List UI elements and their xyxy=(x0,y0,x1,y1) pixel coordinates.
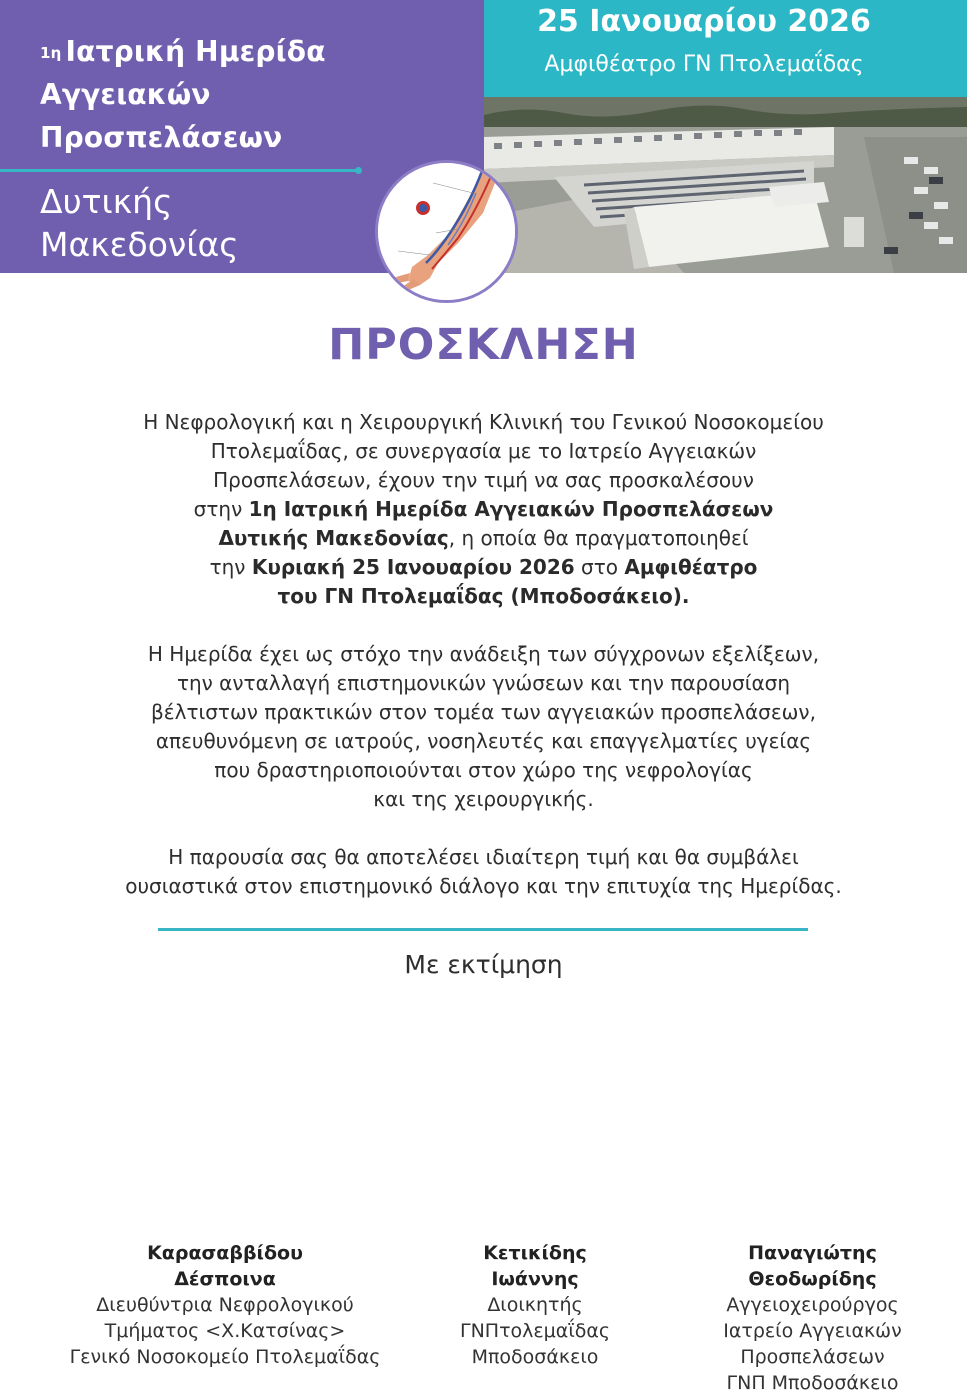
intro-line-6c: στο xyxy=(574,555,625,579)
region-line-2: Μακεδονίας xyxy=(40,225,239,264)
event-region xyxy=(40,180,340,266)
title-ordinal: 1η xyxy=(40,44,62,62)
signatory-3 xyxy=(680,1240,945,1395)
intro-paragraph xyxy=(60,408,907,611)
region-line-1: Δυτικής xyxy=(40,182,173,221)
region-bold: Δυτικής Μακεδονίας xyxy=(218,526,449,550)
signatory-3-role-2: Ιατρείο Αγγειακών xyxy=(723,1320,902,1342)
purpose-line-3: βέλτιστων πρακτικών στον τομέα των αγγειακών προσπελάσεων, xyxy=(151,700,816,724)
intro-line-2: Πτολεμαΐδας, σε συνεργασία με το Ιατρείο Αγγειακών xyxy=(210,439,757,463)
venue-bold: Αμφιθέατρο xyxy=(624,555,758,579)
arm-anatomy-icon xyxy=(378,163,515,300)
signatory-3-firstname: Παναγιώτης xyxy=(748,1242,877,1264)
purpose-line-2: την ανταλλαγή επιστημονικών γνώσεων και την παρουσίαση xyxy=(176,671,791,695)
event-venue: Αμφιθέατρο ΓΝ Πτολεμαΐδας xyxy=(544,52,864,77)
header-divider xyxy=(0,169,360,172)
title-line-2: Αγγειακών xyxy=(40,78,211,111)
intro-line-1: Η Νεφρολογική και η Χειρουργική Κλινική του Γενικού Νοσοκομείου xyxy=(143,410,824,434)
intro-line-4 xyxy=(60,495,907,524)
intro-line-5 xyxy=(60,524,907,553)
signatory-1-role-3: Γενικό Νοσοκομείο Πτολεμαΐδας xyxy=(69,1346,381,1368)
signatory-2-role-3: Μποδοσάκειο xyxy=(471,1346,599,1368)
signatory-2-role-2: ΓΝΠτολεμαΐδας xyxy=(459,1320,610,1342)
hospital-photo-illustration xyxy=(484,97,967,273)
date-bold: Κυριακή 25 Ιανουαρίου 2026 xyxy=(251,555,575,579)
signatory-2 xyxy=(420,1240,650,1370)
section-divider xyxy=(158,928,808,931)
closing-paragraph xyxy=(60,843,907,901)
title-line-1: Ιατρική Ημερίδα xyxy=(65,35,326,68)
event-title xyxy=(40,30,460,159)
closing-line-1: Η παρουσία σας θα αποτελέσει ιδιαίτερη τιμή και θα συμβάλει xyxy=(168,845,799,869)
header-date-panel xyxy=(484,0,967,97)
intro-line-6 xyxy=(60,553,907,582)
purpose-paragraph xyxy=(60,640,907,814)
intro-line-6a: την xyxy=(209,555,252,579)
intro-line-3: Προσπελάσεων, έχουν την τιμή να σας προσκαλέσουν xyxy=(213,468,754,492)
arm-vascular-illustration xyxy=(375,160,518,303)
signatory-1-surname: Καρασαββίδου xyxy=(147,1242,303,1264)
signatory-2-role-1: Διοικητής xyxy=(487,1294,583,1316)
closing-line-2: ουσιαστικά στον επιστημονικό διάλογο και την επιτυχία της Ημερίδας. xyxy=(125,874,842,898)
signatory-2-firstname: Ιωάννης xyxy=(491,1268,579,1290)
signatory-1 xyxy=(40,1240,410,1370)
event-header xyxy=(0,0,967,273)
signatory-1-role-2: Τμήματος <Χ.Κατσίνας> xyxy=(104,1320,346,1342)
signatory-1-role-1: Διευθύντρια Νεφρολογικού xyxy=(96,1294,354,1316)
signatory-3-role-1: Αγγειοχειρούργος xyxy=(726,1294,899,1316)
intro-line-4a: στην xyxy=(193,497,249,521)
intro-line-5b: , η οποία θα πραγματοποιηθεί xyxy=(448,526,749,550)
signatory-3-role-4: ΓΝΠ Μποδοσάκειο xyxy=(726,1372,899,1394)
title-line-3: Προσπελάσεων xyxy=(40,121,283,154)
signatory-2-surname: Κετικίδης xyxy=(483,1242,587,1264)
event-name-bold: 1η Ιατρική Ημερίδα Αγγειακών Προσπελάσεων xyxy=(248,497,774,521)
purpose-line-6: και της χειρουργικής. xyxy=(373,787,594,811)
purpose-line-1: Η Ημερίδα έχει ως στόχο την ανάδειξη των σύγχρονων εξελίξεων, xyxy=(147,642,820,666)
purpose-line-4: απευθυνόμενη σε ιατρούς, νοσηλευτές και επαγγελματίες υγείας xyxy=(155,729,812,753)
regards-text: Με εκτίμηση xyxy=(404,950,563,979)
document-title: ΠΡΟΣΚΛΗΣΗ xyxy=(328,320,639,370)
hospital-aerial-photo xyxy=(484,97,967,273)
purpose-line-5: που δραστηριοποιούνται στον χώρο της νεφρολογίας xyxy=(214,758,753,782)
signatory-3-role-3: Προσπελάσεων xyxy=(740,1346,885,1368)
event-date: 25 Ιανουαρίου 2026 xyxy=(537,4,871,39)
signatory-1-firstname: Δέσποινα xyxy=(174,1268,276,1290)
venue-line-bold: του ΓΝ Πτολεμαΐδας (Μποδοσάκειο). xyxy=(277,584,690,608)
signatory-3-surname: Θεοδωρίδης xyxy=(748,1268,877,1290)
